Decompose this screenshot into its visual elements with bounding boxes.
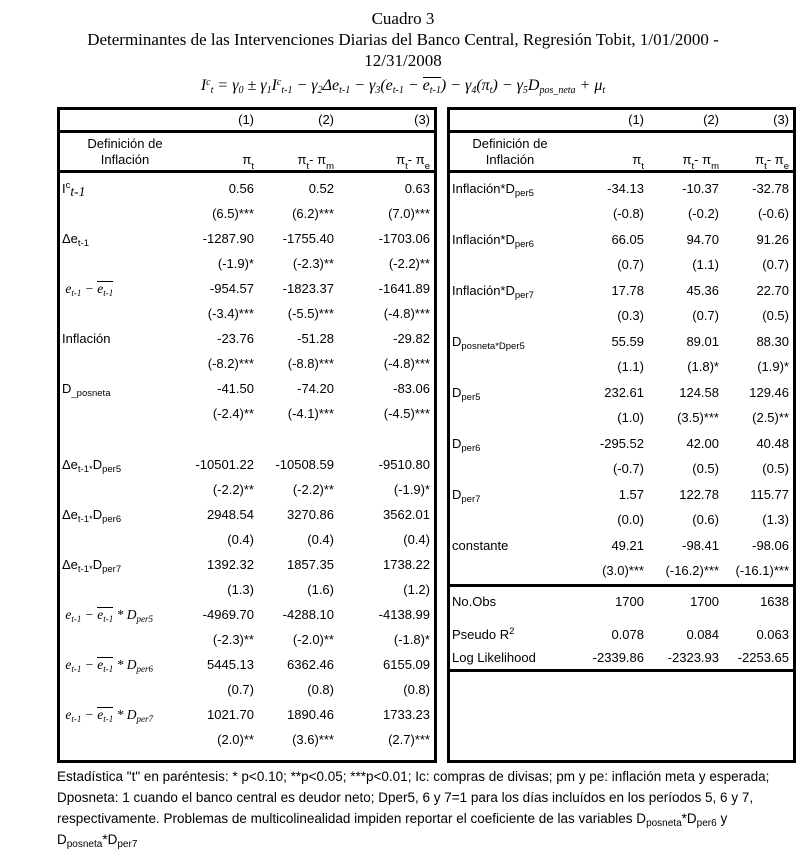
t-stat: (-2.3)** — [212, 632, 254, 647]
tstat-row — [450, 201, 793, 226]
t-stat: (7.0)*** — [388, 206, 430, 221]
coef-value: 1733.23 — [383, 707, 430, 722]
tstat-row — [450, 354, 793, 379]
row-label-spacer — [60, 727, 190, 752]
table-row — [60, 652, 434, 702]
coef-value: -1287.90 — [202, 231, 254, 246]
t-stat: (2.5)** — [752, 410, 789, 425]
t-stat: (-8.2)*** — [207, 356, 254, 371]
row-label-spacer — [60, 301, 190, 326]
coef-value: 6155.09 — [383, 657, 430, 672]
stats-row — [450, 622, 793, 647]
t-stat: (-16.2)*** — [665, 563, 719, 578]
t-stat: (1.0) — [617, 410, 644, 425]
coef-value: -4969.70 — [202, 607, 254, 622]
t-stat: (0.5) — [692, 461, 719, 476]
t-stat: (0.0) — [617, 512, 644, 527]
table-row — [450, 227, 793, 278]
t-stat: (3.0)*** — [602, 563, 644, 578]
coef-row — [450, 329, 793, 354]
t-stat: (0.7) — [762, 257, 789, 272]
row-label-spacer — [450, 354, 570, 379]
table-row — [450, 431, 793, 482]
row-label: $D_{\_posneta}$ — [62, 381, 111, 399]
coef-value: 91.26 — [756, 232, 789, 247]
tstat-row — [450, 405, 793, 430]
t-stat: (-8.8)*** — [287, 356, 334, 371]
regression-equation: $I^c_t = \gamma_0 \pm \gamma_1I^c_{t-1} - \gamma_2\Delta e_{t-1} - \gamma_3(e_{t-1} - e_{t-1}) - \gamma_4(\pi_t) - \gamma_5D_{pos\_neta} + \mu_t$ — [200, 77, 606, 96]
row-label: $e_{t-1} - e_{t-1} * D_{per6}$ — [62, 657, 153, 674]
inflation-def-1: π t — [242, 152, 254, 172]
coef-value: 232.61 — [604, 385, 644, 400]
tstat-row — [450, 507, 793, 532]
row-label-spacer — [60, 527, 190, 552]
definition-header-row — [450, 133, 793, 173]
definition-label-line1: Definición de — [87, 136, 163, 151]
row-label: $Inflación*D_{per5}$ — [452, 181, 534, 199]
tstat-row — [60, 301, 434, 326]
coef-value: 89.01 — [686, 334, 719, 349]
t-stat: (0.7) — [617, 257, 644, 272]
stat-value: 1700 — [615, 594, 644, 609]
table-row — [60, 326, 434, 376]
col-3-header: (3) — [414, 112, 430, 127]
inflation-def-3: π t - π e — [755, 152, 789, 172]
coef-value: 1857.35 — [287, 557, 334, 572]
row-label-spacer — [450, 303, 570, 328]
table-row — [450, 278, 793, 329]
definition-label-line1: Definición de — [472, 136, 548, 151]
coef-value: 3270.86 — [287, 507, 334, 522]
coef-row — [60, 226, 434, 251]
row-label: $Inflación*D_{per7}$ — [452, 283, 534, 301]
t-stat: (0.6) — [692, 512, 719, 527]
stat-value: 1638 — [760, 594, 789, 609]
row-label-spacer — [60, 351, 190, 376]
definition-label-line2: Inflación — [485, 152, 535, 167]
coef-value: 45.36 — [686, 283, 719, 298]
t-stat: (1.1) — [692, 257, 719, 272]
coef-value: 94.70 — [686, 232, 719, 247]
t-stat: (1.3) — [227, 582, 254, 597]
t-stat: (0.7) — [227, 682, 254, 697]
coef-value: -98.06 — [752, 538, 789, 553]
column-spacer — [450, 110, 570, 130]
table-row — [60, 176, 434, 226]
table-caption-subtitle-line1: Determinantes de las Intervenciones Diarias del Banco Central, Regresión Tobit, 1/01/2000 - — [87, 30, 719, 49]
column-numbers-row — [60, 110, 434, 133]
table-row — [60, 602, 434, 652]
coef-value: -4138.99 — [378, 607, 430, 622]
stat-value: 0.063 — [756, 627, 789, 642]
coef-value: -98.41 — [682, 538, 719, 553]
row-label: $D_{per5}$ — [452, 385, 481, 403]
coef-row — [60, 176, 434, 201]
t-stat: (0.5) — [762, 461, 789, 476]
table-row — [60, 702, 434, 752]
t-stat: (-0.8) — [612, 206, 644, 221]
right-table-body — [450, 173, 793, 584]
coef-row — [450, 431, 793, 456]
coef-value: -10508.59 — [275, 457, 334, 472]
coef-value: 22.70 — [756, 283, 789, 298]
t-stat: (-3.4)*** — [207, 306, 254, 321]
coef-row — [450, 176, 793, 201]
t-stat: (-2.3)** — [292, 256, 334, 271]
coef-value: 49.21 — [611, 538, 644, 553]
coef-value: -23.76 — [217, 331, 254, 346]
row-label-spacer — [450, 456, 570, 481]
t-stat: (6.2)*** — [292, 206, 334, 221]
coef-row — [450, 380, 793, 405]
coef-value: 42.00 — [686, 436, 719, 451]
t-stat: (-1.9)* — [393, 482, 430, 497]
coef-value: 2948.54 — [207, 507, 254, 522]
table-row — [450, 329, 793, 380]
table-caption-title: Cuadro 3 — [371, 9, 435, 28]
coef-value: -1755.40 — [282, 231, 334, 246]
row-label: $Inflación*D_{per6}$ — [452, 232, 534, 250]
coef-value: 1.57 — [618, 487, 644, 502]
row-label: $\Delta e_{t-1*}D_{per5}$ — [62, 457, 122, 475]
coef-value: -1823.37 — [282, 281, 334, 296]
t-stat: (-2.0)** — [292, 632, 334, 647]
t-stat: (1.8)* — [687, 359, 719, 374]
coef-row — [60, 452, 434, 477]
row-label: $e_{t-1} - e_{t-1} * D_{per5}$ — [62, 607, 153, 624]
coef-value: 129.46 — [749, 385, 789, 400]
coef-row — [450, 533, 793, 558]
coef-value: 3562.01 — [383, 507, 430, 522]
row-label: $e_{t-1} - e_{t-1} * D_{per7}$ — [62, 707, 153, 724]
inflation-def-2: π t - π m — [682, 152, 719, 172]
tstat-row — [450, 252, 793, 277]
row-label: $D_{per6}$ — [452, 436, 481, 454]
coef-value: 66.05 — [611, 232, 644, 247]
row-label-spacer — [60, 627, 190, 652]
coef-row — [60, 276, 434, 301]
coef-row — [60, 602, 434, 627]
coef-value: -34.13 — [607, 181, 644, 196]
t-stat: (1.9)* — [757, 359, 789, 374]
tstat-row — [60, 351, 434, 376]
tstat-row — [60, 677, 434, 702]
stat-value: 0.084 — [686, 627, 719, 642]
t-stat: (0.7) — [692, 308, 719, 323]
column-spacer — [60, 110, 190, 130]
stats-row — [450, 589, 793, 614]
t-stat: (-0.6) — [757, 206, 789, 221]
tstat-row — [60, 201, 434, 226]
t-stat: (-4.1)*** — [287, 406, 334, 421]
table-caption — [0, 8, 806, 98]
coef-value: 6362.46 — [287, 657, 334, 672]
coef-value: 0.63 — [404, 181, 430, 196]
t-stat: (-16.1)*** — [735, 563, 789, 578]
stat-value: -2323.93 — [667, 650, 719, 665]
row-label-spacer — [60, 401, 190, 426]
coef-value: -74.20 — [297, 381, 334, 396]
tstat-row — [60, 401, 434, 426]
stat-value: 0.078 — [611, 627, 644, 642]
coef-value: -1641.89 — [378, 281, 430, 296]
row-label-spacer — [450, 252, 570, 277]
coef-value: 122.78 — [679, 487, 719, 502]
coef-value: 40.48 — [756, 436, 789, 451]
coef-value: -10501.22 — [195, 457, 254, 472]
coef-value: 0.56 — [228, 181, 254, 196]
stats-row — [450, 647, 793, 669]
t-stat: (-1.9)* — [217, 256, 254, 271]
row-label-spacer — [60, 251, 190, 276]
tstat-row — [60, 627, 434, 652]
row-label: $D_{per7}$ — [452, 487, 481, 505]
t-stat: (1.6) — [307, 582, 334, 597]
coef-value: 5445.13 — [207, 657, 254, 672]
t-stat: (-0.2) — [687, 206, 719, 221]
t-stat: (2.0)** — [217, 732, 254, 747]
inflation-def-1: π t — [632, 152, 644, 172]
tstat-row — [60, 527, 434, 552]
t-stat: (-0.7) — [612, 461, 644, 476]
definition-label — [60, 133, 190, 170]
t-stat: (0.8) — [403, 682, 430, 697]
t-stat: (-2.4)** — [212, 406, 254, 421]
coef-value: 124.58 — [679, 385, 719, 400]
t-stat: (0.4) — [307, 532, 334, 547]
footnote: Estadística "t" en paréntesis: * p<0.10; **p<0.05; ***p<0.01; Ic: compras de divisas; pm y pe: inflación meta y esperada; Dposneta: 1 cuando el banco central es deudor neto; Dper5, 6 y 7=1 para los días incluídos en los períodos 5, 6 y 7, respectivamente. Problemas de multicolinealidad impiden reportar el coeficiente de las variables $D_{posneta}*D_{per6}$ y $D_{posneta}*D_{per7}$ — [57, 769, 770, 850]
table-row — [450, 176, 793, 227]
row-label-spacer — [450, 558, 570, 583]
column-numbers-row — [450, 110, 793, 133]
t-stat: (1.2) — [403, 582, 430, 597]
row-label-spacer — [450, 201, 570, 226]
t-stat: (-2.2)** — [292, 482, 334, 497]
coef-value: 1890.46 — [287, 707, 334, 722]
table-row — [60, 276, 434, 326]
coef-value: -51.28 — [297, 331, 334, 346]
row-label-spacer — [450, 405, 570, 430]
stat-value: -2253.65 — [737, 650, 789, 665]
tstat-row — [60, 477, 434, 502]
tstat-row — [450, 456, 793, 481]
row-label: $\Delta e_{t-1*}D_{per7}$ — [62, 557, 122, 575]
table-row — [60, 452, 434, 502]
left-regression-table — [57, 107, 437, 763]
row-label: $D_{posneta*Dper5}$ — [452, 334, 525, 352]
t-stat: (0.4) — [227, 532, 254, 547]
t-stat: (-5.5)*** — [287, 306, 334, 321]
col-3-header: (3) — [773, 112, 789, 127]
tstat-row — [60, 577, 434, 602]
table-caption-subtitle-line2: 12/31/2008 — [364, 51, 442, 70]
coef-value: -954.57 — [209, 281, 254, 296]
row-label: Inflación — [62, 331, 111, 346]
t-stat: (0.5) — [762, 308, 789, 323]
coef-value: 55.59 — [611, 334, 644, 349]
left-table-body — [60, 173, 434, 752]
coef-value: -83.06 — [393, 381, 430, 396]
t-stat: (-4.5)*** — [383, 406, 430, 421]
coef-row — [60, 502, 434, 527]
t-stat: (3.6)*** — [292, 732, 334, 747]
definition-label — [450, 133, 570, 170]
stat-value: -2339.86 — [592, 650, 644, 665]
coef-row — [60, 552, 434, 577]
stat-label: Log Likelihood — [452, 650, 536, 665]
coef-value: 1738.22 — [383, 557, 430, 572]
col-1-header: (1) — [628, 112, 644, 127]
t-stat: (1.3) — [762, 512, 789, 527]
section-divider — [450, 669, 793, 672]
t-stat: (6.5)*** — [212, 206, 254, 221]
coef-row — [60, 376, 434, 401]
row-label-spacer — [60, 677, 190, 702]
coef-row — [450, 482, 793, 507]
tstat-row — [60, 727, 434, 752]
inflation-def-2: π t - π m — [297, 152, 334, 172]
coef-row — [60, 652, 434, 677]
coef-value: -1703.06 — [378, 231, 430, 246]
coef-value: -29.82 — [393, 331, 430, 346]
right-table-stats — [450, 587, 793, 669]
coef-value: -41.50 — [217, 381, 254, 396]
col-1-header: (1) — [238, 112, 254, 127]
tstat-row — [60, 251, 434, 276]
coef-value: -295.52 — [599, 436, 644, 451]
col-2-header: (2) — [318, 112, 334, 127]
row-label: $\Delta e_{t-1}$ — [62, 231, 90, 249]
coef-value: 115.77 — [750, 487, 789, 502]
coef-row — [450, 227, 793, 252]
coef-value: 17.78 — [611, 283, 644, 298]
row-label-spacer — [60, 201, 190, 226]
table-row — [60, 376, 434, 426]
t-stat: (3.5)*** — [677, 410, 719, 425]
coef-value: 88.30 — [756, 334, 789, 349]
table-row — [450, 533, 793, 584]
coef-value: -9510.80 — [378, 457, 430, 472]
coef-value: 1392.32 — [207, 557, 254, 572]
row-label: $I^c_{t-1}$ — [62, 180, 86, 199]
t-stat: (-2.2)** — [212, 482, 254, 497]
definition-header-row — [60, 133, 434, 173]
t-stat: (-1.8)* — [393, 632, 430, 647]
table-row — [60, 502, 434, 552]
table-row — [450, 482, 793, 533]
coef-value: -10.37 — [682, 181, 719, 196]
coef-row — [60, 326, 434, 351]
t-stat: (-4.8)*** — [383, 356, 430, 371]
row-label-spacer — [450, 507, 570, 532]
tstat-row — [450, 303, 793, 328]
stat-label: No.Obs — [452, 594, 497, 609]
t-stat: (1.1) — [617, 359, 644, 374]
table-row — [60, 552, 434, 602]
t-stat: (0.8) — [307, 682, 334, 697]
coef-value: -32.78 — [752, 181, 789, 196]
coef-value: 0.52 — [308, 181, 334, 196]
t-stat: (0.3) — [617, 308, 644, 323]
inflation-def-3: π t - π e — [396, 152, 430, 172]
row-label: $\Delta e_{t-1*}D_{per6}$ — [62, 507, 122, 525]
stat-label: Pseudo $R^2$ — [452, 626, 515, 642]
table-row — [60, 226, 434, 276]
definition-label-line2: Inflación — [100, 152, 150, 167]
table-row — [450, 380, 793, 431]
row-label: $e_{t-1} - e_{t-1}$ — [62, 281, 114, 298]
right-regression-table — [447, 107, 796, 763]
t-stat: (0.4) — [403, 532, 430, 547]
row-label-spacer — [60, 477, 190, 502]
t-stat: (-2.2)** — [388, 256, 430, 271]
coef-row — [60, 702, 434, 727]
t-stat: (2.7)*** — [388, 732, 430, 747]
t-stat: (-4.8)*** — [383, 306, 430, 321]
stat-value: 1700 — [690, 594, 719, 609]
col-2-header: (2) — [703, 112, 719, 127]
row-label: constante — [452, 538, 509, 553]
coef-row — [450, 278, 793, 303]
coef-value: -4288.10 — [282, 607, 334, 622]
coef-value: 1021.70 — [207, 707, 254, 722]
tstat-row — [450, 558, 793, 583]
row-label-spacer — [60, 577, 190, 602]
